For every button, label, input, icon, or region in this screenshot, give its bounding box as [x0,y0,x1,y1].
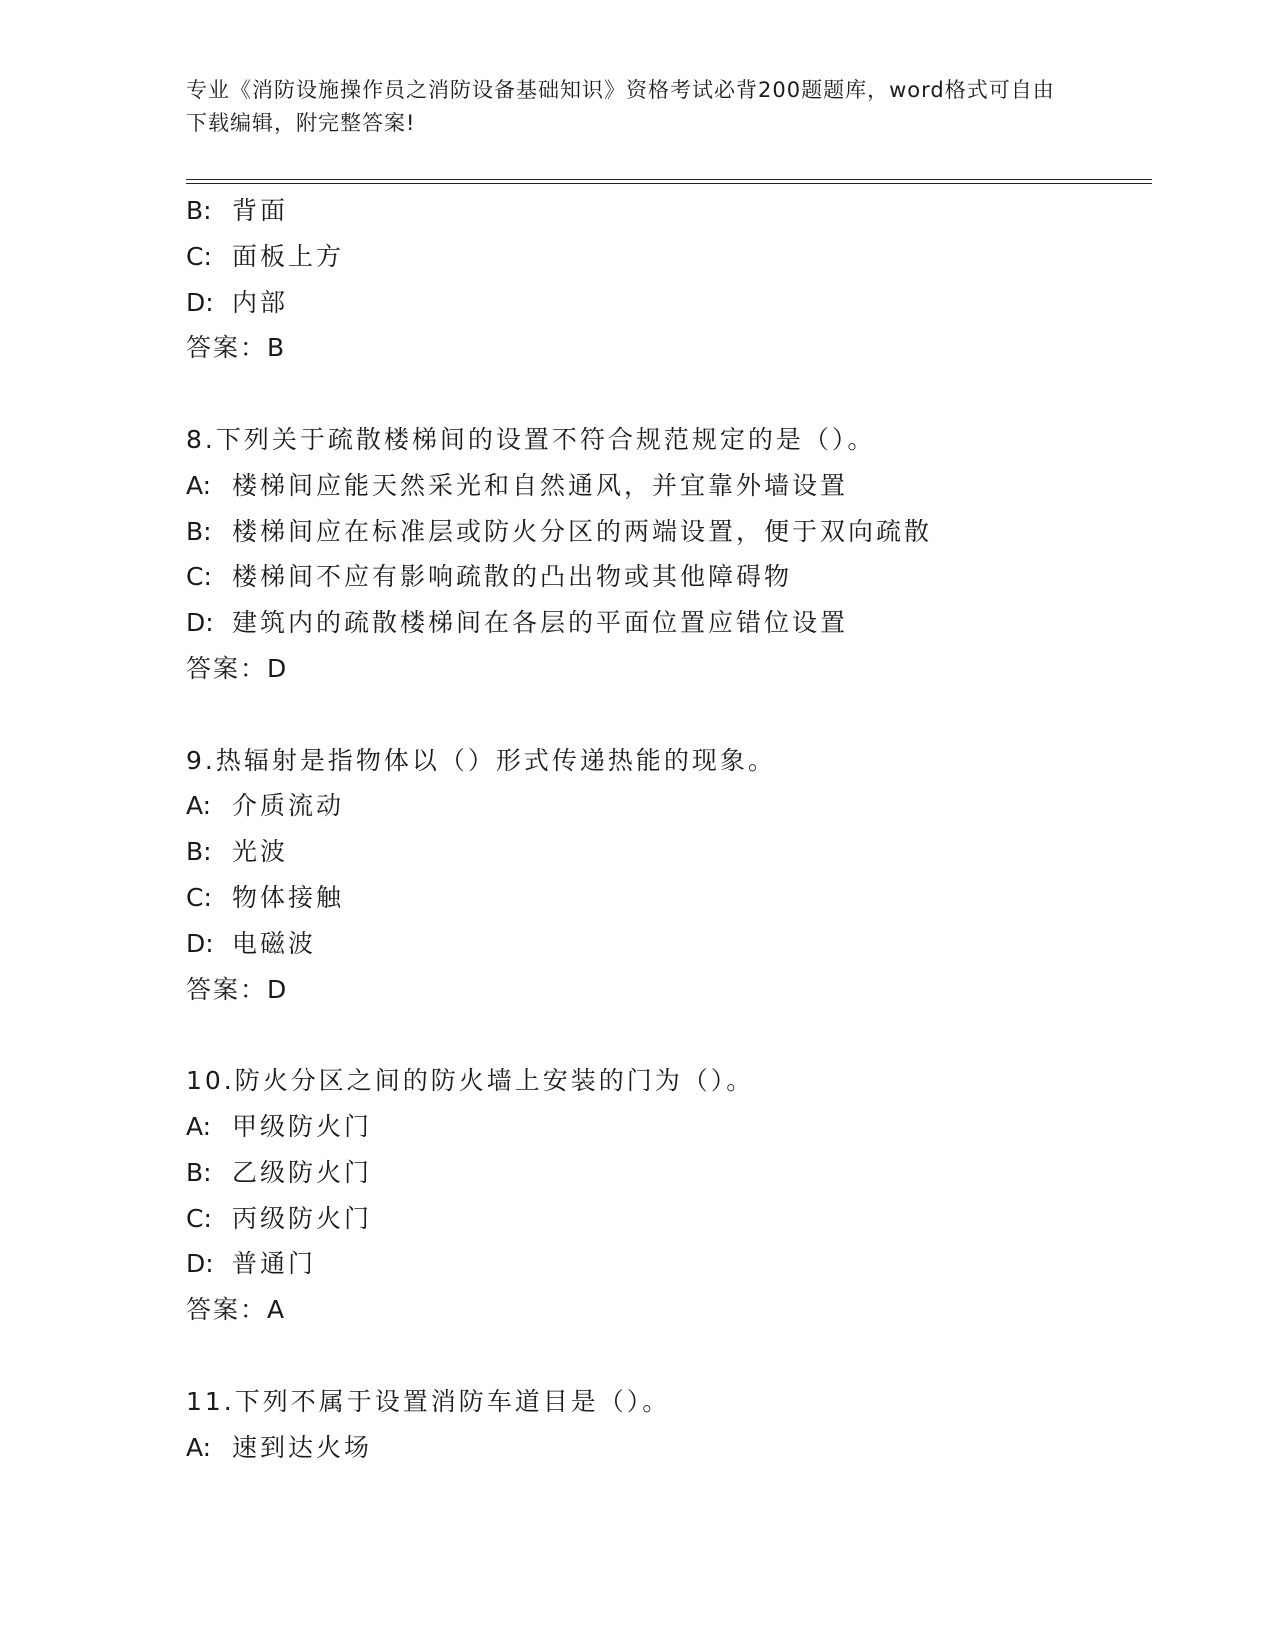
option-text: 楼梯间应在标准层或防火分区的两端设置，便于双向疏散 [232,516,933,546]
option-text: 乙级防火门 [232,1157,373,1187]
question-stem: 10.防火分区之间的防火墙上安装的门为（）。 [186,1066,755,1096]
option-a [186,783,1152,829]
answer-line: 答案：B [186,333,287,363]
option-d [186,280,1152,326]
question-stem: 9.热辐射是指物体以（）形式传递热能的现象。 [186,745,776,775]
question-8 [186,417,1152,692]
option-letter: B: [186,516,212,546]
question-10 [186,1058,1152,1333]
option-letter: A: [186,470,212,500]
option-letter: B: [186,837,212,867]
option-text: 介质流动 [232,791,345,821]
question-11 [186,1379,1152,1471]
option-letter: D: [186,1249,214,1279]
option-letter: C: [186,1203,212,1233]
answer-line: 答案：D [186,974,289,1004]
option-letter: A: [186,1432,212,1462]
option-text: 丙级防火门 [232,1203,373,1233]
option-text: 甲级防火门 [232,1111,373,1141]
question-list [186,188,1152,1470]
option-b [186,188,1152,234]
option-letter: B: [186,196,212,225]
option-letter: D: [186,928,214,958]
option-a [186,1104,1152,1150]
option-text: 面板上方 [232,241,345,271]
option-text: 光波 [232,837,289,867]
header-divider-bottom [186,183,1152,184]
option-text: 背面 [232,196,289,225]
option-letter: A: [186,791,212,821]
spacer [186,371,1152,417]
document-header: 专业《消防设施操作员之消防设备基础知识》资格考试必背200题题库，word格式可自由下载编辑，附完整答案! [186,78,1055,135]
option-letter: D: [186,287,214,317]
option-d [186,1241,1152,1287]
question-stem: 8.下列关于疏散楼梯间的设置不符合规范规定的是（）。 [186,424,876,454]
option-b [186,509,1152,555]
option-d [186,921,1152,967]
option-c [186,875,1152,921]
question-partial [186,188,1152,371]
option-c [186,1196,1152,1242]
option-letter: C: [186,562,212,592]
question-9 [186,738,1152,1013]
option-text: 速到达火场 [232,1432,373,1462]
option-text: 内部 [232,287,289,317]
header-divider-top [186,179,1152,180]
option-letter: C: [186,882,212,912]
answer-line: 答案：A [186,1295,287,1325]
option-c [186,234,1152,280]
option-text: 建筑内的疏散楼梯间在各层的平面位置应错位设置 [232,608,849,638]
option-letter: A: [186,1111,212,1141]
option-letter: D: [186,608,214,638]
option-a [186,1425,1152,1471]
option-b [186,1150,1152,1196]
option-text: 楼梯间应能天然采光和自然通风，并宜靠外墙设置 [232,470,849,500]
option-text: 普通门 [232,1249,317,1279]
option-text: 物体接触 [232,882,345,912]
spacer [186,692,1152,738]
option-b [186,829,1152,875]
answer-line: 答案：D [186,653,289,683]
option-d [186,600,1152,646]
spacer [186,1012,1152,1058]
option-letter: C: [186,241,212,271]
option-c [186,554,1152,600]
question-stem: 11.下列不属于设置消防车道目是（）。 [186,1386,671,1416]
option-a [186,463,1152,509]
spacer [186,1333,1152,1379]
option-letter: B: [186,1157,212,1187]
option-text: 楼梯间不应有影响疏散的凸出物或其他障碍物 [232,562,793,592]
option-text: 电磁波 [232,928,317,958]
